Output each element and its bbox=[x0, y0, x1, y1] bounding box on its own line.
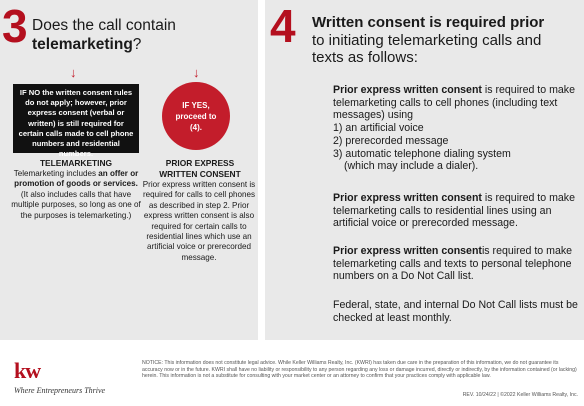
p1-bold: Prior express written consent bbox=[333, 84, 482, 96]
p1-text: is required to make telemarketing calls to cell phones (including text messages) using bbox=[333, 84, 575, 122]
if-yes-text: IF YES, proceed to (4). bbox=[175, 100, 217, 132]
arrow-down-icon: ↓ bbox=[193, 65, 200, 80]
paragraph-do-not-call bbox=[333, 245, 579, 283]
pewc-heading bbox=[148, 158, 252, 179]
list-item: 3) automatic telephone dialing system bbox=[333, 147, 511, 160]
legal-notice: NOTICE: This information does not constitute legal advice. While Keller Williams Realty, Inc. (KWRI) has taken due care in the preparation of this information, we do not guarantee its accuracy now or in the future. KWRI shall have no liability or responsibility to any person regarding any loss or damage incurred, directly or indirectly, by the information contained (or lacking) herein. This information is not a substitute for consulting with your market center or an attorney to confirm that your practices comply with applicable law. bbox=[142, 360, 577, 380]
paragraph-residential bbox=[333, 192, 579, 230]
tagline: Where Entrepreneurs Thrive bbox=[14, 386, 106, 395]
p2-bold: Prior express written consent bbox=[333, 192, 482, 204]
p3-bold: Prior express written consent bbox=[333, 245, 482, 257]
pewc-text: Prior express written consent is required for calls to cell phones as described in step 2. Prior express written consent is also required for certain calls to residential lines which use an artificial voice or prerecorded message. bbox=[142, 180, 256, 262]
telemarketing-text-b: (It also includes calls that have multiple purposes, so long as one of the purposes is telemarketing.) bbox=[11, 189, 141, 220]
list-item: 1) an artificial voice bbox=[333, 122, 424, 135]
paragraph-cell-phones bbox=[333, 84, 579, 173]
telemarketing-heading: TELEMARKETING bbox=[39, 158, 113, 168]
if-no-box: IF NO the written consent rules do not apply; however, prior express consent (verbal or written) is still required for certain calls made to cell phone numbers and residential numbers. bbox=[13, 84, 139, 153]
step-number-4: 4 bbox=[270, 0, 296, 52]
step-4-title bbox=[312, 14, 574, 67]
title-bold: Written consent is required prior bbox=[312, 14, 545, 31]
list-item: (which may include a dialer). bbox=[344, 160, 479, 173]
title-rest: to initiating telemarketing calls and texts as follows: bbox=[312, 31, 542, 66]
pewc-heading-1: PRIOR EXPRESS bbox=[165, 158, 235, 168]
paragraph-monthly-check: Federal, state, and internal Do Not Call lists must be checked at least monthly. bbox=[333, 299, 578, 324]
pewc-heading-2: WRITTEN CONSENT bbox=[159, 168, 241, 179]
kw-logo: kw bbox=[14, 358, 41, 383]
if-yes-circle bbox=[162, 82, 230, 150]
list-item: 2) prerecorded message bbox=[333, 134, 449, 147]
revision-note: REV. 10/24/22 | ©2022 Keller Williams Realty, Inc. bbox=[462, 392, 578, 398]
telemarketing-text bbox=[8, 169, 144, 221]
question-mark: ? bbox=[132, 36, 142, 53]
p3-text: is required to make telemarketing calls and texts to personal telephone numbers on a Do Not Call list. bbox=[333, 245, 573, 283]
question-line: Does the call contain bbox=[32, 17, 176, 34]
telemarketing-text-a: Telemarketing includes bbox=[13, 169, 99, 178]
arrow-down-icon: ↓ bbox=[70, 65, 77, 80]
step-number-3: 3 bbox=[2, 0, 28, 52]
question-keyword: telemarketing bbox=[32, 36, 133, 53]
step-3-question bbox=[32, 16, 256, 54]
p2-text: is required to make telemarketing calls to residential lines using an artificial voice or prerecorded message. bbox=[333, 192, 575, 230]
telemarketing-text-bold: an offer or promotion of goods or services. bbox=[14, 169, 139, 189]
